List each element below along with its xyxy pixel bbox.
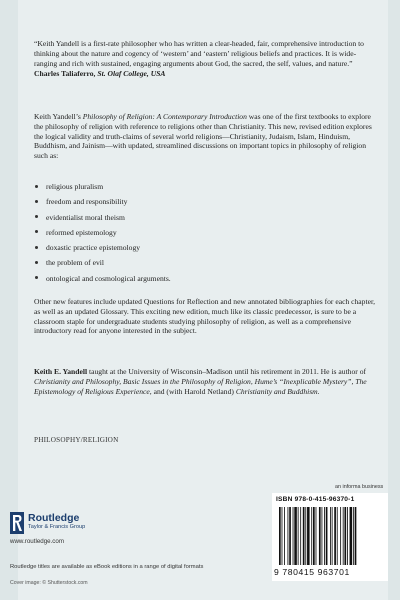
publisher-name: Routledge: [28, 512, 80, 524]
topics-list: [34, 182, 334, 289]
bullet-icon: [35, 230, 38, 233]
quote-affiliation: St. Olaf College, USA: [97, 69, 166, 79]
topic-label: reformed epistemology: [46, 227, 117, 237]
quote-author: Charles Taliaferro,: [34, 69, 96, 79]
barcode-digits: 9 780415 963701: [274, 567, 350, 577]
intro-text: was one of the first textbooks to explore the philosophy of religion with reference to religions other than Christianity. This new, revised edition explores the logical validity and truth-claims of several world religions—Christianity, Judaism, Islam, Hinduism, Buddhism, and Jainism—with updated, streamlined discussions on important topics in philosophy of religion such as:: [34, 112, 372, 161]
topic-label: the problem of evil: [46, 258, 104, 268]
author-bio: [34, 367, 376, 396]
list-item: [34, 228, 334, 243]
topic-label: evidentialist moral theism: [46, 212, 125, 222]
quote-text: “Keith Yandell is a first-rate philosopher who has written a clear-headed, fair, comprehensive introduction to thinking about the nature and cogency of ‘western’ and ‘eastern’ religious beliefs and practices. It is wide-ranging and rich with sustained, engaging arguments about God, the sacred, the self, values, and nature.”: [34, 39, 364, 68]
intro-author: Keith Yandell’s: [34, 112, 83, 121]
bullet-icon: [35, 200, 38, 203]
intro-book-title: Philosophy of Religion: A Contemporary Introduction: [82, 112, 247, 121]
bio-text-2: and (with Harold Netland): [151, 386, 236, 396]
bullet-icon: [35, 185, 38, 188]
publisher-url[interactable]: www.routledge.com: [10, 538, 64, 545]
cover-credit: Cover image: © Shutterstock.com: [10, 580, 88, 586]
intro-paragraph: [34, 112, 376, 161]
barcode-icon: [278, 507, 382, 565]
quote-attribution: [34, 69, 376, 79]
list-item: [34, 274, 334, 289]
bio-text: taught at the University of Wisconsin–Madison until his retirement in 2011. He is author of: [87, 367, 367, 376]
barcode-box: [272, 493, 388, 581]
bullet-icon: [35, 246, 38, 249]
ebook-note: Routledge titles are available as eBook editions in a range of digital formats: [10, 564, 204, 570]
publisher-group: Taylor & Francis Group: [28, 524, 86, 530]
topic-label: religious pluralism: [46, 182, 104, 191]
publisher-block: [10, 512, 210, 552]
isbn-label: ISBN 978-0-415-96370-1: [276, 496, 355, 503]
bio-name: Keith E. Yandell: [34, 367, 88, 376]
list-item: [34, 243, 334, 258]
informa-tagline: an informa business: [335, 484, 384, 490]
routledge-logo-icon: [10, 512, 24, 534]
topic-label: ontological and cosmological arguments.: [46, 273, 171, 283]
bio-title-2: Christianity and Buddhism.: [235, 386, 320, 396]
topic-label: doxastic practice epistemology: [46, 243, 141, 253]
list-item: [34, 258, 334, 273]
list-item: [34, 213, 334, 228]
list-item: [34, 197, 334, 212]
bullet-icon: [35, 261, 38, 264]
list-item: [34, 182, 334, 197]
features-paragraph: Other new features include updated Questions for Reflection and new annotated bibliographies for each chapter, as well as an updated Glossary. This exciting new edition, much like its classic predecessor, is sure to be a classroom staple for undergraduate students studying philosophy of religion, as well as a comprehensive introductory read for anyone interested in the subject.: [34, 297, 376, 336]
subject-category: PHILOSOPHY/RELIGION: [34, 436, 119, 444]
bullet-icon: [35, 276, 38, 279]
topic-label: freedom and responsibility: [46, 197, 128, 207]
bullet-icon: [35, 215, 38, 218]
endorsement-quote: [34, 39, 376, 79]
bio-titles: Christianity and Philosophy, Basic Issues in the Philosophy of Religion, Hume’s “Inexplicable Mystery”, The Epistemology of Religious Experience,: [34, 376, 367, 396]
